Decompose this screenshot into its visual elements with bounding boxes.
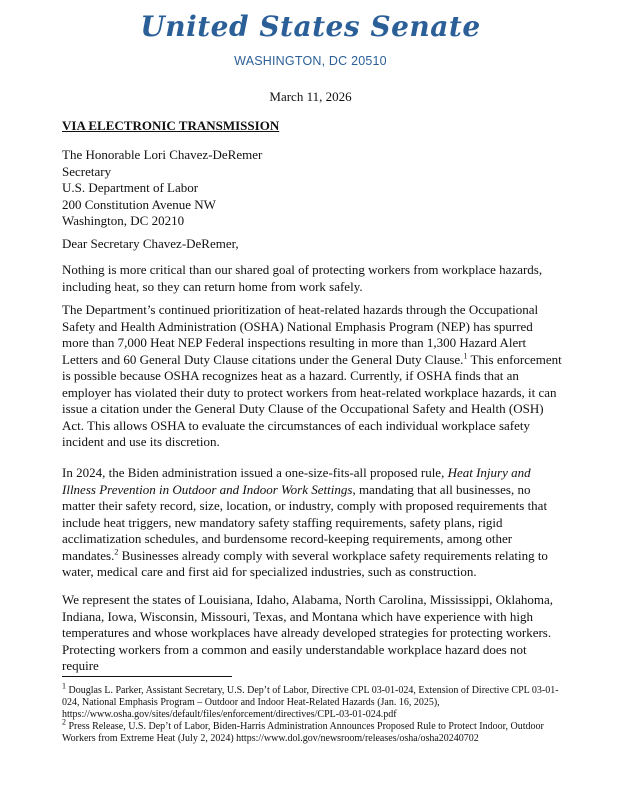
address-line-city: Washington, DC 20210 xyxy=(62,213,185,228)
footnote-1-number: 1 xyxy=(62,681,66,691)
transmission-line: VIA ELECTRONIC TRANSMISSION xyxy=(62,118,280,133)
rule-title: Heat Injury and Illness Prevention in Outdoor and Indoor Work Settings xyxy=(62,465,531,497)
salutation: Dear Secretary Chavez-DeRemer, xyxy=(62,236,239,251)
recipient-address xyxy=(62,147,562,230)
address-line-street: 200 Constitution Avenue NW xyxy=(62,196,216,212)
letter-date: March 11, 2026 xyxy=(269,89,352,104)
paragraph-intro: Nothing is more critical than our shared goal of protecting workers from workplace hazards, including heat, so they can return home from work safely. xyxy=(62,262,543,294)
paragraph-enforcement xyxy=(62,302,562,451)
letterhead-location: WASHINGTON, DC 20510 xyxy=(234,54,387,68)
footnote-2 xyxy=(62,717,562,745)
address-line-title: Secretary xyxy=(62,163,112,179)
paragraph-proposed-rule xyxy=(62,465,562,581)
address-line-name: The Honorable Lori Chavez-DeRemer xyxy=(62,147,263,162)
address-line-department: U.S. Department of Labor xyxy=(62,180,199,195)
footnote-1 xyxy=(62,681,562,721)
footnote-2-number: 2 xyxy=(62,717,66,727)
paragraph-enforcement-text-b: This enforcement is possible because OSHA recognizes heat as a hazard. Currently, if OSHA finds that an employer has violated their duty to protect workers from heat-related workplace hazards, it can issue a citation under the General Duty Clause of the Occupational Safety and Health (OSH) Act. This allows OSHA to evaluate the circumstances of each individual workplace safety incident and use its discretion. xyxy=(62,351,562,449)
paragraph-states: We represent the states of Louisiana, Idaho, Alabama, North Carolina, Mississippi, Oklahoma, Indiana, Iowa, Wisconsin, Missouri, Texas, and Montana which have experience with high temperatures and whose workplaces have already developed strategies for protecting workers. Protecting workers from a common and easily understandable workplace hazard does not require xyxy=(62,592,554,673)
footnote-1-text: Douglas L. Parker, Assistant Secretary, U.S. Dep’t of Labor, Directive CPL 03-01-024, Extension of Directive CPL 03-01-024, National Emphasis Program – Outdoor and Indoor Heat-Related Hazards (Jan. 16, 2025), https://www.osha.gov/sites/default/files/enforcement/directives/CPL-03-01-024.pdf xyxy=(62,685,559,720)
paragraph-rule-text-a: In 2024, the Biden administration issued a one-size-fits-all proposed rule, xyxy=(62,465,448,480)
footnote-ref-2: 2 xyxy=(114,547,119,557)
paragraph-enforcement-text-a: The Department’s continued prioritization of heat-related hazards through the Occupational Safety and Health Administration (OSHA) National Emphasis Program (NEP) has spurred more than 7,000 Heat NEP Federal inspections resulting in more than 1,300 Hazard Alert Letters and 60 General Duty Clause citations under the General Duty Clause. xyxy=(62,302,539,367)
paragraph-rule-text-b: , mandating that all businesses, no matter their safety record, size, location, or industry, comply with proposed requirements that include heat triggers, new mandatory safety staffing requirements, safety plans, rigid acclimatization schedules, and burdensome record-keeping requirements, among other mandates. xyxy=(62,481,548,563)
letterhead-title: United States Senate xyxy=(140,10,481,43)
footnote-ref-1: 1 xyxy=(463,351,468,361)
footnote-divider xyxy=(62,676,232,677)
footnote-2-text: Press Release, U.S. Dep’t of Labor, Biden-Harris Administration Announces Proposed Rule to Protect Indoor, Outdoor Workers from Extreme Heat (July 2, 2024) https://www.dol.gov/newsroom/releases/osha/osha20240702 xyxy=(62,721,544,744)
paragraph-rule-text-c: Businesses already comply with several workplace safety requirements relating to water, medical care and first aid for specialized industries, such as construction. xyxy=(62,547,548,579)
